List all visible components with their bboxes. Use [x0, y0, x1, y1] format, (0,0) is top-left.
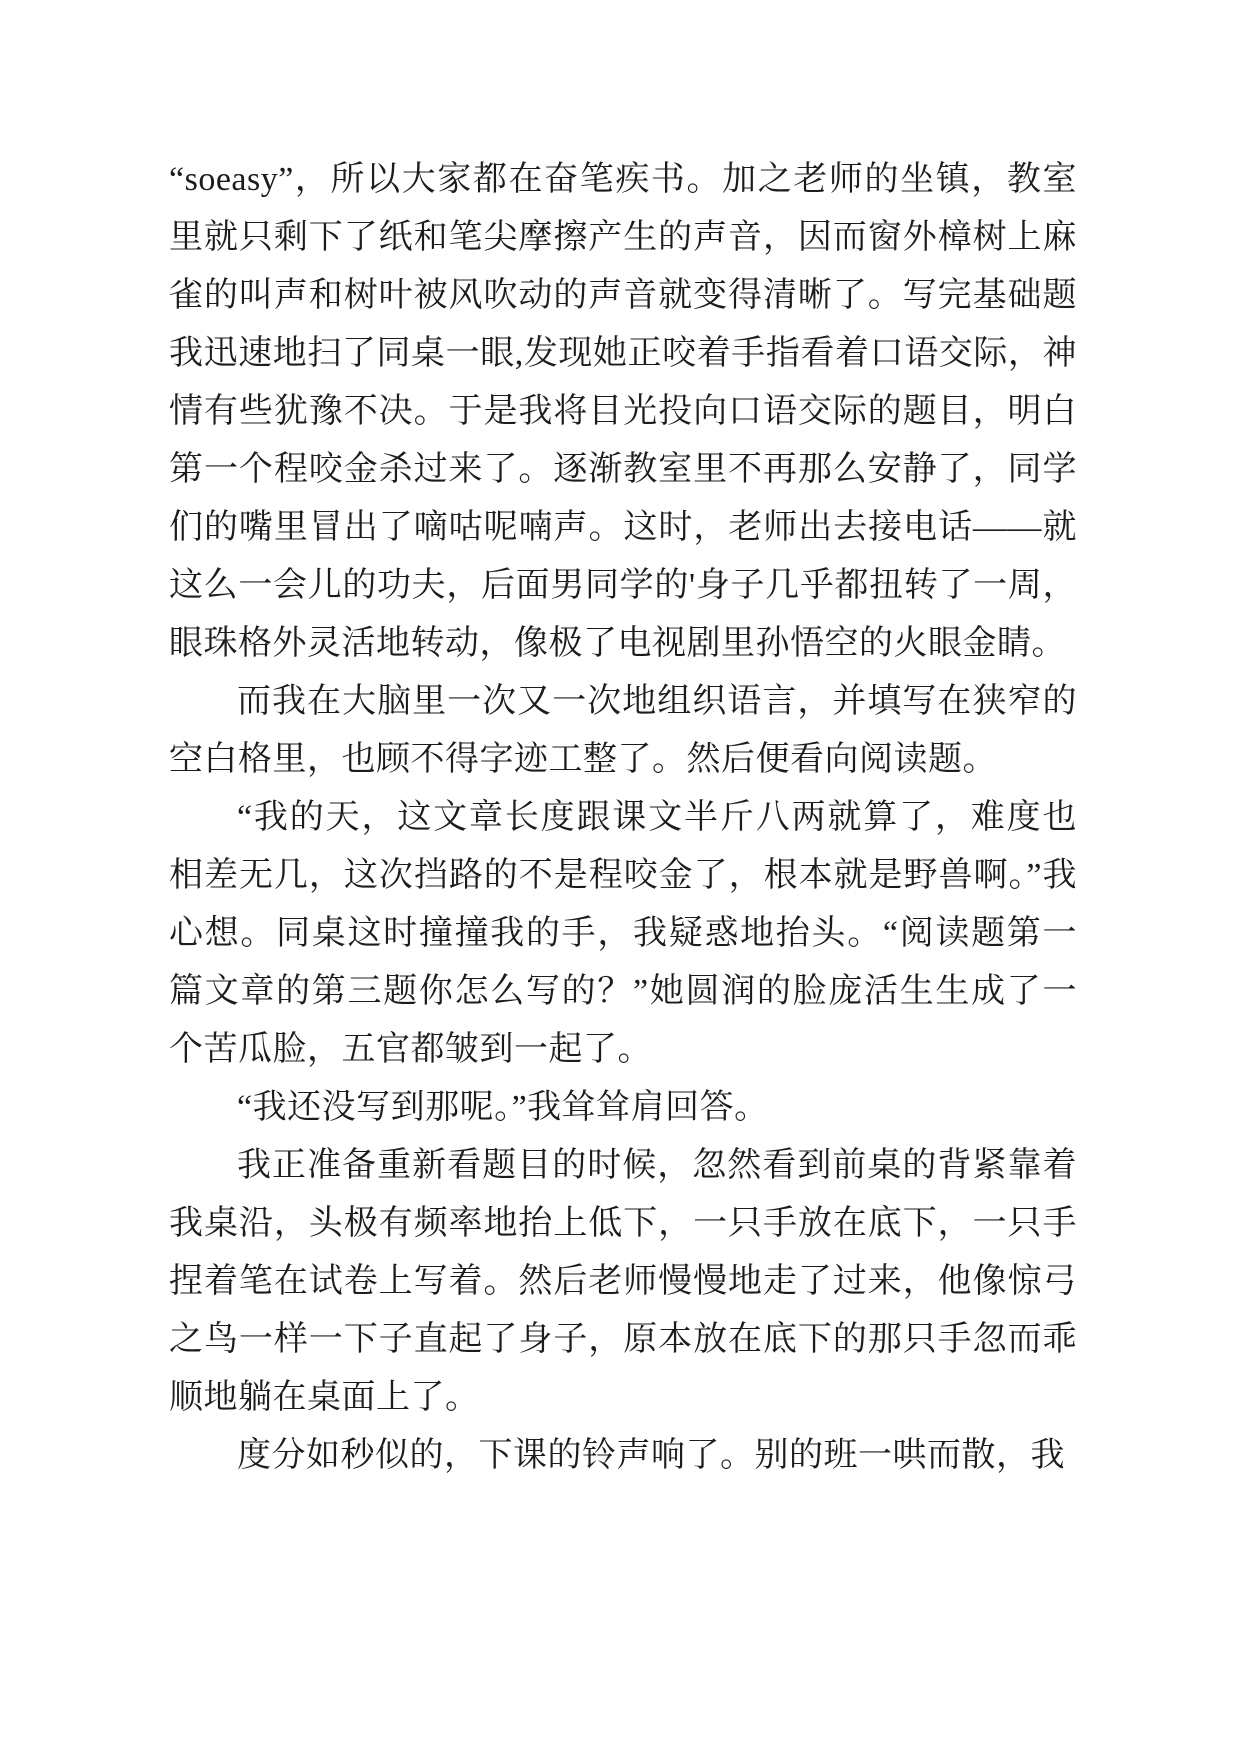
paragraph: “我还没写到那呢。”我耸耸肩回答。 — [237, 1089, 769, 1126]
essay-text-block — [169, 151, 1077, 1485]
paragraph: “我的天，这文章长度跟课文半斤八两就算了，难度也相差无几，这次挡路的不是程咬金了，根本就是野兽啊。”我心想。同桌这时撞撞我的手，我疑惑地抬头。“阅读题第一篇文章的第三题你怎么写的？”她圆润的脸庞活生生成了一个苦瓜脸，五官都皱到一起了。 — [169, 799, 1077, 1068]
paragraph: “soeasy”，所以大家都在奋笔疾书。加之老师的坐镇，教室里就只剩下了纸和笔尖摩擦产生的声音，因而窗外樟树上麻雀的叫声和树叶被风吹动的声音就变得清晰了。写完基础题我迅速地扫了同桌一眼,发现她正咬着手指看着口语交际，神情有些犹豫不决。于是我将目光投向口语交际的题目，明白第一个程咬金杀过来了。逐渐教室里不再那么安静了，同学们的嘴里冒出了嘀咕呢喃声。这时，老师出去接电话——就这么一会儿的功夫，后面男同学的'身子几乎都扭转了一周，眼珠格外灵活地转动，像极了电视剧里孙悟空的火眼金睛。 — [169, 161, 1077, 662]
paragraph: 度分如秒似的，下课的铃声响了。别的班一哄而散，我 — [237, 1437, 1065, 1474]
paragraph: 而我在大脑里一次又一次地组织语言，并填写在狭窄的空白格里，也顾不得字迹工整了。然后便看向阅读题。 — [169, 683, 1077, 778]
paragraph: 我正准备重新看题目的时候，忽然看到前桌的背紧靠着我桌沿，头极有频率地抬上低下，一只手放在底下，一只手捏着笔在试卷上写着。然后老师慢慢地走了过来，他像惊弓之鸟一样一下子直起了身子，原本放在底下的那只手忽而乖顺地躺在桌面上了。 — [169, 1147, 1077, 1416]
